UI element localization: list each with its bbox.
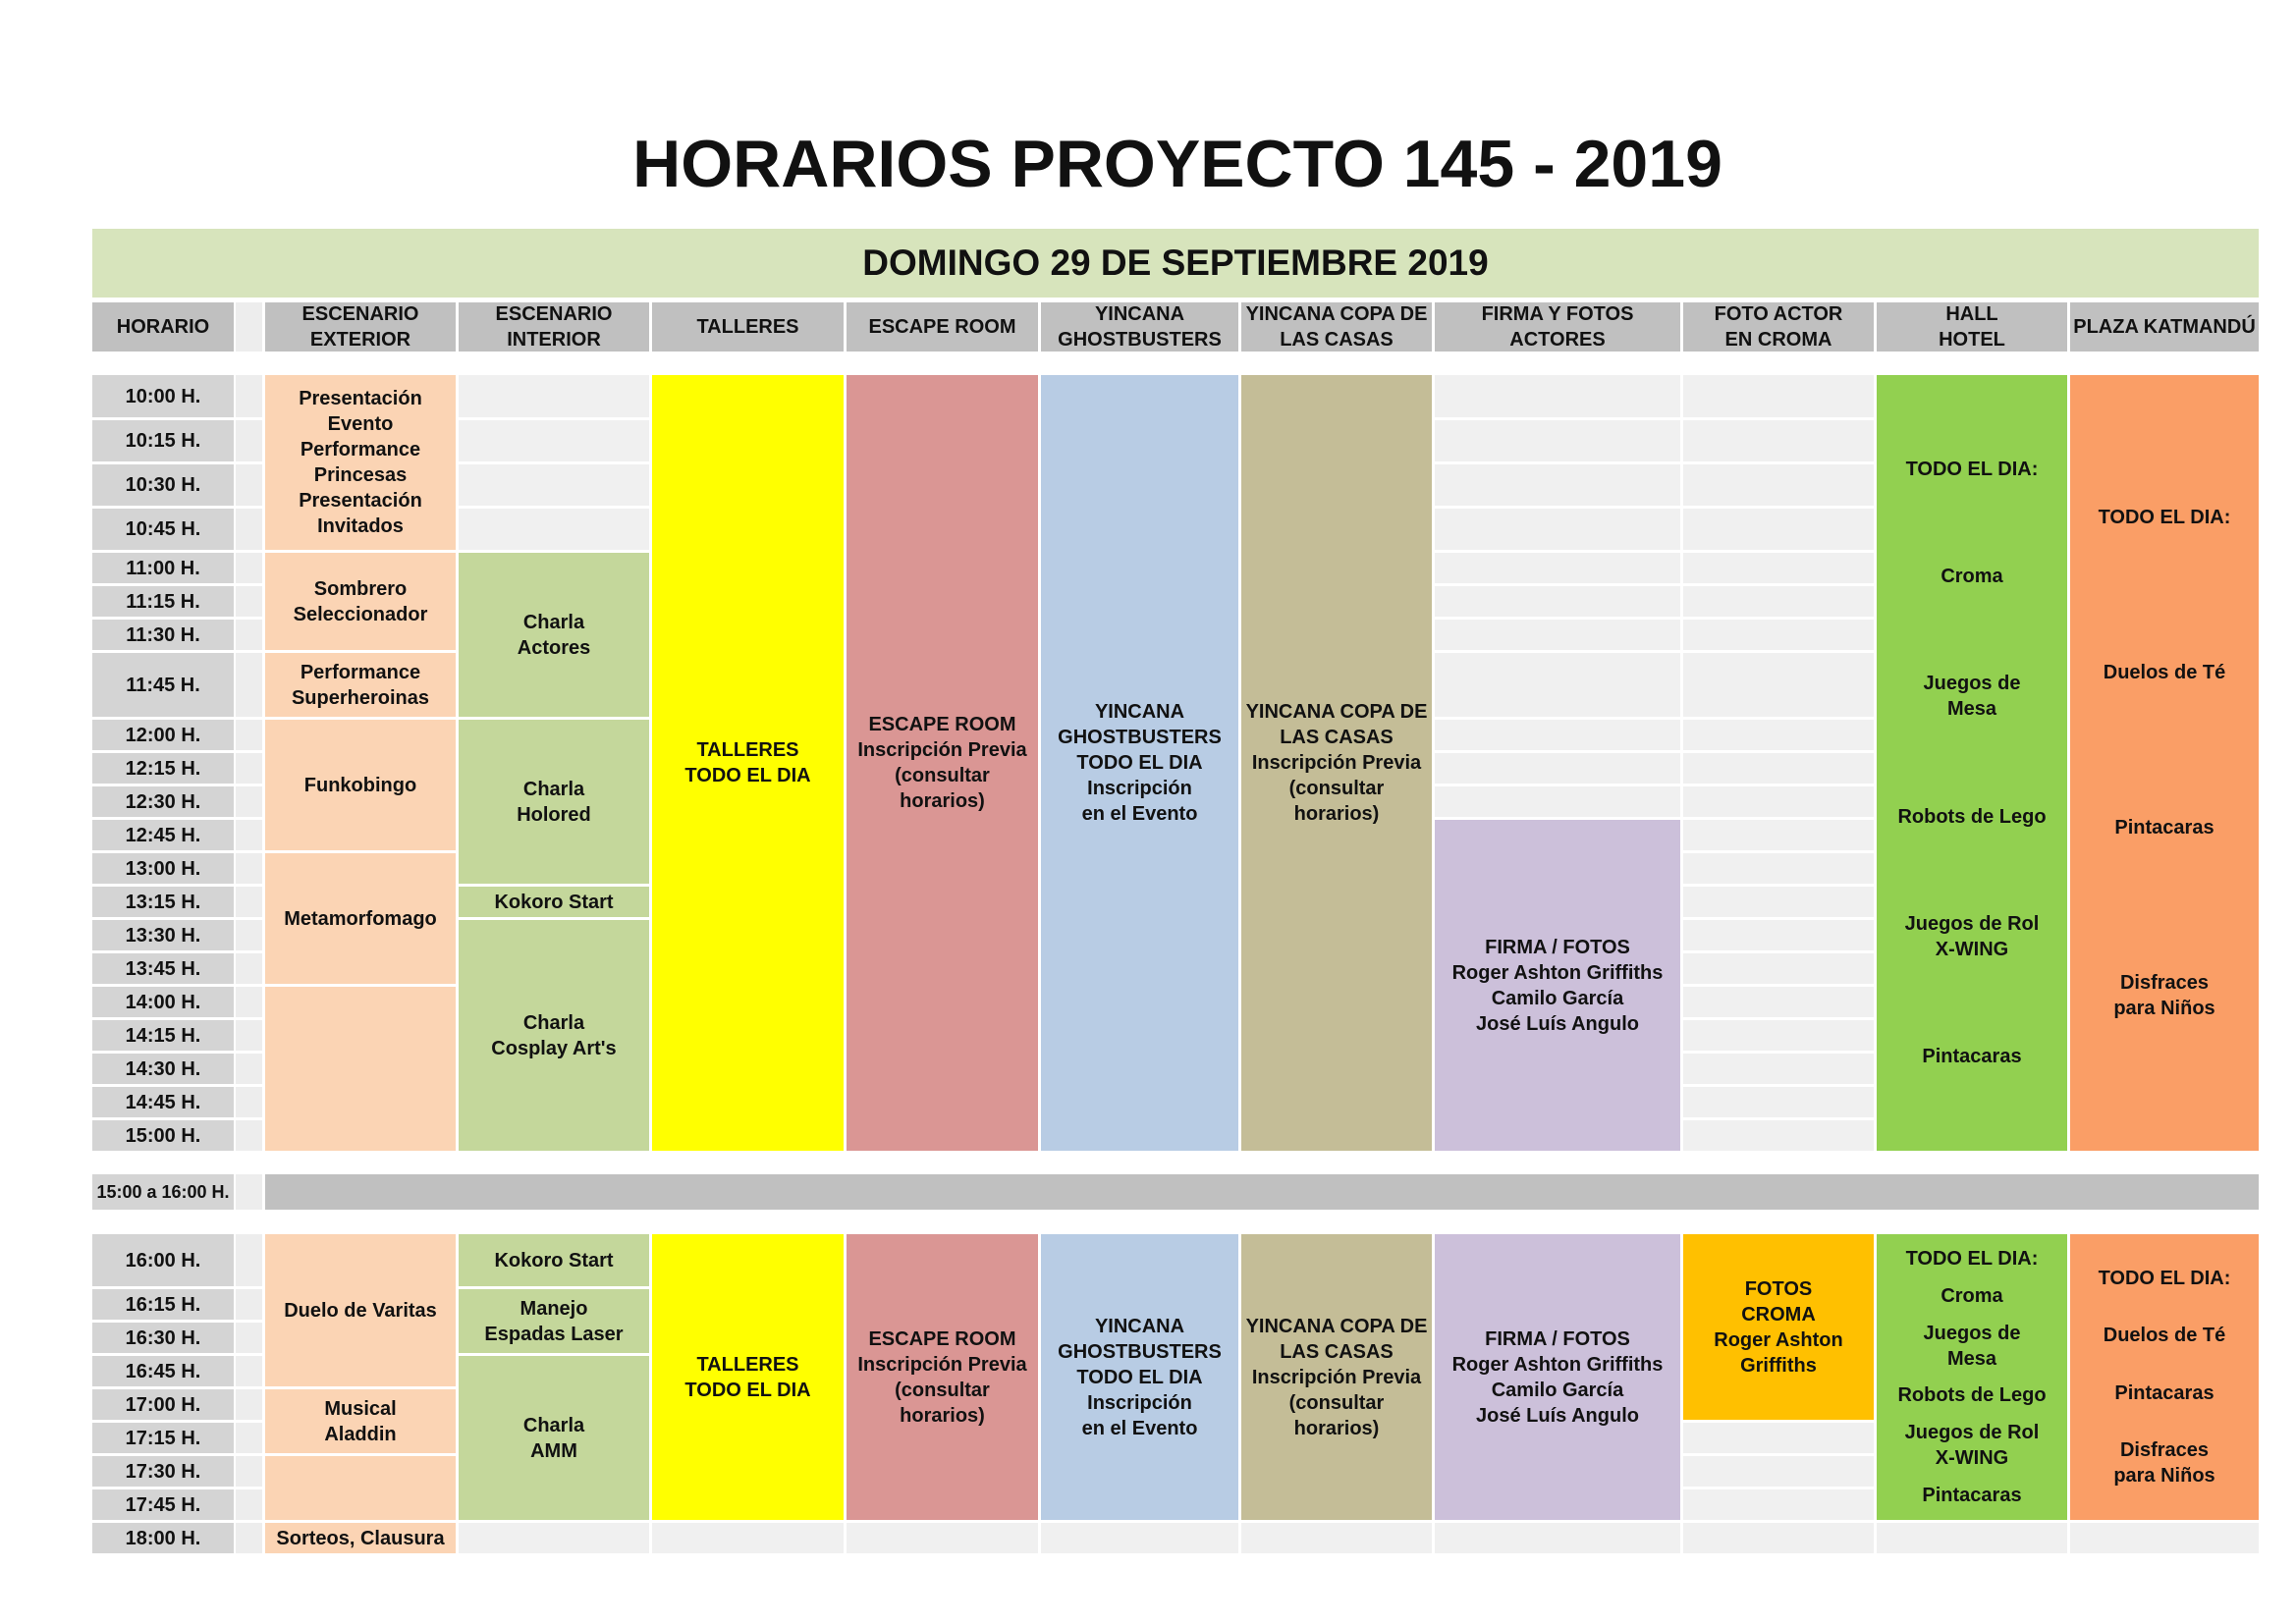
block-copa-casas: YINCANA COPA DE LAS CASAS Inscripción Previa (consultar horarios) [1241, 1234, 1432, 1520]
narrow-cell [236, 1489, 262, 1520]
time-label: 13:15 H. [92, 887, 234, 917]
header-escenario-exterior: ESCENARIO EXTERIOR [265, 302, 456, 352]
event-charla-cosplay: Charla Cosplay Art's [459, 920, 649, 1151]
break-label: 15:00 a 16:00 H. [92, 1174, 234, 1210]
activity-item: TODO EL DIA: [2098, 1268, 2231, 1290]
narrow-cell [236, 620, 262, 650]
event-charla-actores: Charla Actores [459, 553, 649, 717]
time-label: 16:45 H. [92, 1356, 234, 1386]
time-label: 15:00 H. [92, 1120, 234, 1151]
block-firma-fotos: FIRMA / FOTOS Roger Ashton Griffiths Camilo García José Luís Angulo [1435, 1234, 1680, 1520]
empty-slot [1683, 586, 1874, 617]
time-label: 13:30 H. [92, 920, 234, 950]
event-ext-empty [265, 1456, 456, 1520]
block-plaza-katmandu [2070, 375, 2259, 1151]
time-label: 13:00 H. [92, 853, 234, 884]
header-talleres: TALLERES [652, 302, 844, 352]
time-label: 16:00 H. [92, 1234, 234, 1286]
break-bar [265, 1174, 2259, 1210]
activity-item: Croma [1941, 1284, 2003, 1307]
activity-item: Disfraces para Niños [2113, 972, 2215, 1019]
narrow-cell [236, 1054, 262, 1084]
activity-item: Robots de Lego [1897, 1384, 2047, 1407]
block-ghostbusters: YINCANA GHOSTBUSTERS TODO EL DIA Inscripción en el Evento [1041, 375, 1238, 1151]
empty-slot [1683, 1120, 1874, 1151]
empty-slot [1435, 420, 1680, 461]
narrow-cell [236, 853, 262, 884]
header-copa-casas: YINCANA COPA DE LAS CASAS [1241, 302, 1432, 352]
time-label: 10:15 H. [92, 420, 234, 461]
empty-slot [1683, 1423, 1874, 1453]
empty-slot [1435, 509, 1680, 550]
empty-slot [1683, 887, 1874, 917]
narrow-cell [236, 887, 262, 917]
activity-item: Pintacaras [2114, 817, 2214, 839]
empty-slot [2070, 1523, 2259, 1553]
event-musical-aladdin: Musical Aladdin [265, 1389, 456, 1453]
time-label: 18:00 H. [92, 1523, 234, 1553]
empty-slot [1877, 1523, 2067, 1553]
empty-slot [1683, 753, 1874, 784]
empty-slot [1683, 786, 1874, 817]
narrow-cell [236, 420, 262, 461]
narrow-cell [236, 920, 262, 950]
narrow-cell [236, 553, 262, 583]
empty-slot [459, 509, 649, 550]
activity-item: Juegos de Mesa [1923, 673, 2021, 721]
empty-slot [1683, 1489, 1874, 1520]
block-escape-room: ESCAPE ROOM Inscripción Previa (consultar horarios) [847, 375, 1038, 1151]
narrow-cell [236, 653, 262, 717]
event-sorteos-clausura: Sorteos, Clausura [265, 1523, 456, 1553]
time-label: 16:30 H. [92, 1323, 234, 1353]
narrow-cell [236, 464, 262, 506]
narrow-cell [236, 1289, 262, 1320]
header-foto-croma: FOTO ACTOR EN CROMA [1683, 302, 1874, 352]
activity-item: TODO EL DIA: [2098, 507, 2231, 528]
empty-slot [1435, 720, 1680, 750]
time-label: 17:15 H. [92, 1423, 234, 1453]
empty-slot [1683, 464, 1874, 506]
empty-slot [1435, 786, 1680, 817]
event-charla-holored: Charla Holored [459, 720, 649, 884]
time-label: 14:15 H. [92, 1020, 234, 1051]
activity-item: Juegos de Rol X-WING [1904, 912, 2040, 960]
empty-slot [1435, 553, 1680, 583]
event-charla-amm: Charla AMM [459, 1356, 649, 1520]
block-fotos-croma: FOTOS CROMA Roger Ashton Griffiths [1683, 1234, 1874, 1420]
event-duelo-varitas: Duelo de Varitas [265, 1234, 456, 1386]
activity-item: Croma [1941, 566, 2003, 588]
time-label: 17:00 H. [92, 1389, 234, 1420]
narrow-cell [236, 786, 262, 817]
narrow-cell [236, 1323, 262, 1353]
narrow-cell [236, 1087, 262, 1117]
narrow-cell [236, 820, 262, 850]
time-label: 11:30 H. [92, 620, 234, 650]
break-narrow [236, 1174, 262, 1210]
block-firma-fotos: FIRMA / FOTOS Roger Ashton Griffiths Camilo García José Luís Angulo [1435, 820, 1680, 1151]
block-ghostbusters: YINCANA GHOSTBUSTERS TODO EL DIA Inscripción en el Evento [1041, 1234, 1238, 1520]
empty-slot [1683, 1523, 1874, 1553]
block-escape-room: ESCAPE ROOM Inscripción Previa (consultar horarios) [847, 1234, 1038, 1520]
empty-slot [1683, 720, 1874, 750]
event-ext-empty [265, 987, 456, 1151]
narrow-cell [236, 375, 262, 417]
time-label: 17:30 H. [92, 1456, 234, 1487]
block-hall-hotel [1877, 1234, 2067, 1520]
empty-slot [1435, 753, 1680, 784]
time-label: 10:00 H. [92, 375, 234, 417]
narrow-cell [236, 1234, 262, 1286]
activity-item: Duelos de Té [2103, 662, 2226, 683]
event-kokoro-start: Kokoro Start [459, 887, 649, 917]
empty-slot [1041, 1523, 1238, 1553]
empty-slot [1435, 464, 1680, 506]
block-talleres: TALLERES TODO EL DIA [652, 375, 844, 1151]
activity-item: Duelos de Té [2103, 1325, 2226, 1347]
empty-slot [1683, 553, 1874, 583]
empty-slot [459, 1523, 649, 1553]
empty-slot [1435, 653, 1680, 717]
activity-item: Robots de Lego [1897, 805, 2047, 828]
block-hall-hotel [1877, 375, 2067, 1151]
event-funkobingo: Funkobingo [265, 720, 456, 850]
empty-slot [1683, 375, 1874, 417]
header-ghostbusters: YINCANA GHOSTBUSTERS [1041, 302, 1238, 352]
narrow-cell [236, 987, 262, 1017]
narrow-cell [236, 509, 262, 550]
time-label: 11:45 H. [92, 653, 234, 717]
narrow-cell [236, 1456, 262, 1487]
empty-slot [1241, 1523, 1432, 1553]
empty-slot [1683, 1054, 1874, 1084]
empty-slot [459, 375, 649, 417]
time-label: 12:30 H. [92, 786, 234, 817]
empty-slot [1683, 987, 1874, 1017]
event-kokoro-start: Kokoro Start [459, 1234, 649, 1286]
time-label: 14:00 H. [92, 987, 234, 1017]
empty-slot [1683, 920, 1874, 950]
activity-item: Juegos de Rol X-WING [1904, 1422, 2040, 1470]
empty-slot [1683, 1020, 1874, 1051]
block-copa-casas: YINCANA COPA DE LAS CASAS Inscripción Previa (consultar horarios) [1241, 375, 1432, 1151]
day-banner: DOMINGO 29 DE SEPTIEMBRE 2019 [92, 229, 2259, 298]
narrow-cell [236, 1356, 262, 1386]
narrow-cell [236, 1389, 262, 1420]
time-label: 13:45 H. [92, 953, 234, 984]
empty-slot [459, 464, 649, 506]
empty-slot [1683, 420, 1874, 461]
activity-item: Disfraces para Niños [2113, 1438, 2215, 1487]
activity-item: Pintacaras [1922, 1045, 2022, 1067]
empty-slot [1435, 586, 1680, 617]
empty-slot [847, 1523, 1038, 1553]
narrow-cell [236, 1423, 262, 1453]
block-plaza-katmandu [2070, 1234, 2259, 1520]
time-label: 14:45 H. [92, 1087, 234, 1117]
event-metamorfomago: Metamorfomago [265, 853, 456, 984]
narrow-cell [236, 586, 262, 617]
empty-slot [1683, 653, 1874, 717]
block-talleres: TALLERES TODO EL DIA [652, 1234, 844, 1520]
header-hall-hotel: HALL HOTEL [1877, 302, 2067, 352]
time-label: 10:45 H. [92, 509, 234, 550]
time-label: 10:30 H. [92, 464, 234, 506]
narrow-cell [236, 1120, 262, 1151]
event-superheroinas: Performance Superheroinas [265, 653, 456, 717]
empty-slot [1435, 375, 1680, 417]
empty-slot [1683, 853, 1874, 884]
header-escenario-interior: ESCENARIO INTERIOR [459, 302, 649, 352]
activity-item: Pintacaras [2114, 1381, 2214, 1404]
activity-item: Pintacaras [1922, 1485, 2022, 1507]
time-label: 11:15 H. [92, 586, 234, 617]
narrow-cell [236, 720, 262, 750]
empty-slot [459, 420, 649, 461]
empty-slot [1683, 509, 1874, 550]
narrow-cell [236, 1523, 262, 1553]
header-horario: HORARIO [92, 302, 234, 352]
event-manejo-espadas: Manejo Espadas Laser [459, 1289, 649, 1353]
header-narrow [236, 302, 262, 352]
event-sombrero: Sombrero Seleccionador [265, 553, 456, 650]
header-firma-fotos: FIRMA Y FOTOS ACTORES [1435, 302, 1680, 352]
narrow-cell [236, 953, 262, 984]
narrow-cell [236, 1020, 262, 1051]
time-label: 12:00 H. [92, 720, 234, 750]
time-label: 12:45 H. [92, 820, 234, 850]
activity-item: TODO EL DIA: [1905, 1247, 2039, 1270]
page-title: HORARIOS PROYECTO 145 - 2019 [632, 127, 1722, 201]
time-label: 12:15 H. [92, 753, 234, 784]
header-escape-room: ESCAPE ROOM [847, 302, 1038, 352]
time-label: 14:30 H. [92, 1054, 234, 1084]
activity-item: TODO EL DIA: [1905, 459, 2039, 481]
empty-slot [1435, 1523, 1680, 1553]
time-label: 17:45 H. [92, 1489, 234, 1520]
activity-item: Juegos de Mesa [1923, 1322, 2021, 1370]
empty-slot [1683, 820, 1874, 850]
empty-slot [1683, 1087, 1874, 1117]
header-plaza-katmandu: PLAZA KATMANDÚ [2070, 302, 2259, 352]
empty-slot [1435, 620, 1680, 650]
empty-slot [1683, 1456, 1874, 1487]
empty-slot [1683, 620, 1874, 650]
empty-slot [652, 1523, 844, 1553]
narrow-cell [236, 753, 262, 784]
time-label: 11:00 H. [92, 553, 234, 583]
time-label: 16:15 H. [92, 1289, 234, 1320]
empty-slot [1683, 953, 1874, 984]
event-presentacion: Presentación Evento Performance Princesas Presentación Invitados [265, 375, 456, 550]
